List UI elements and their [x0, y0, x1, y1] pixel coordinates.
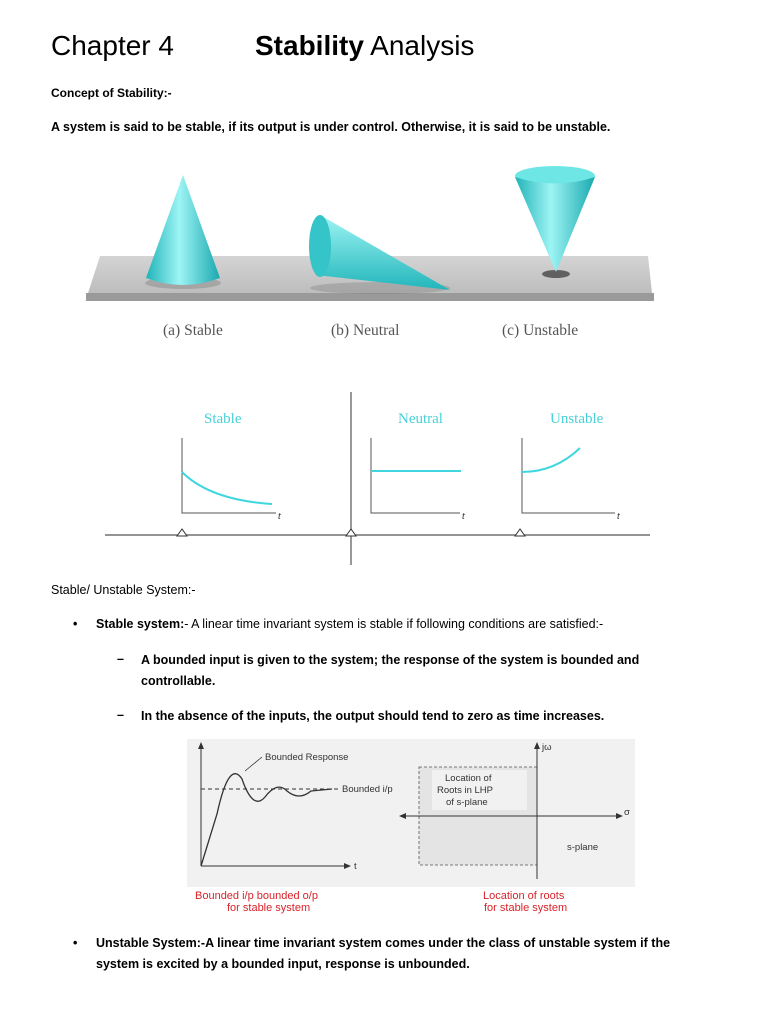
chapter-name-rest: Analysis [363, 30, 475, 61]
stable-system-label: Stable system: [96, 617, 185, 631]
concept-heading: Concept of Stability:- [51, 86, 172, 100]
chapter-name-bold: Stability [255, 30, 364, 61]
lhp-label-line1: Location of [445, 773, 492, 784]
bounded-response-label: Bounded Response [265, 752, 349, 763]
condition-1: A bounded input is given to the system; the response of the system is bounded and controllable. [141, 653, 640, 688]
right-caption-line1: Location of roots [483, 890, 565, 902]
neutral-t-label: t [462, 511, 465, 522]
concept-text: A system is said to be stable, if its output is under control. Otherwise, it is said to be unstable. [51, 120, 611, 134]
chapter-number: Chapter 4 [51, 30, 174, 61]
label-stable: Stable [204, 411, 242, 427]
dash-1: – [117, 652, 124, 666]
stable-cone [146, 175, 220, 285]
stable-system-desc: - A linear time invariant system is stable if following conditions are satisfied:- [184, 617, 604, 631]
stable-curve [182, 472, 272, 504]
right-caption-line2: for stable system [484, 902, 568, 914]
neutral-plot-axes [371, 438, 460, 513]
bullet-dot: • [73, 617, 78, 631]
page-title [51, 28, 475, 64]
left-caption-line1: Bounded i/p bounded o/p [195, 890, 318, 902]
pivot-triangle-3 [515, 529, 525, 536]
left-caption-line2: for stable system [227, 902, 311, 914]
pivot-triangle-2 [346, 529, 356, 536]
s-plane-label: s-plane [567, 842, 599, 853]
cones-figure [80, 160, 665, 350]
unstable-t-label: t [617, 511, 620, 522]
neutral-cone-base [309, 215, 331, 277]
stable-plot-axes [182, 438, 276, 513]
lhp-label-line3: of s-plane [446, 797, 488, 808]
jw-label: jω [542, 742, 552, 753]
unstable-system-text [96, 933, 713, 975]
unstable-curve [522, 448, 580, 472]
stability-plots-figure [100, 390, 660, 570]
caption-neutral: (b) Neutral [331, 322, 400, 339]
table-edge [86, 293, 654, 301]
lhp-label-line2: Roots in LHP [437, 785, 493, 796]
dash-2: – [117, 708, 124, 722]
stable-system-text [96, 617, 713, 631]
caption-stable: (a) Stable [163, 322, 223, 339]
unstable-system-desc: -A linear time invariant system comes under the class of unstable system if the system is excited by a bounded input, response is unbounded. [96, 936, 671, 971]
label-neutral: Neutral [398, 411, 443, 427]
figure-background [187, 739, 635, 887]
pivot-triangle-1 [177, 529, 187, 536]
condition-2: In the absence of the inputs, the output should tend to zero as time increases. [141, 709, 605, 723]
unstable-system-label: Unstable System: [96, 936, 201, 950]
caption-unstable: (c) Unstable [502, 322, 579, 339]
bullet-dot: • [73, 936, 78, 950]
stable-t-label: t [278, 511, 281, 522]
bounded-response-figure [187, 739, 635, 917]
label-unstable: Unstable [550, 411, 604, 427]
response-t-label: t [354, 861, 357, 872]
section-heading: Stable/ Unstable System:- [51, 583, 196, 597]
sigma-label: σ [624, 807, 630, 818]
unstable-plot-axes [522, 438, 615, 513]
chapter-name [255, 28, 474, 64]
bounded-ip-label: Bounded i/p [342, 784, 393, 795]
